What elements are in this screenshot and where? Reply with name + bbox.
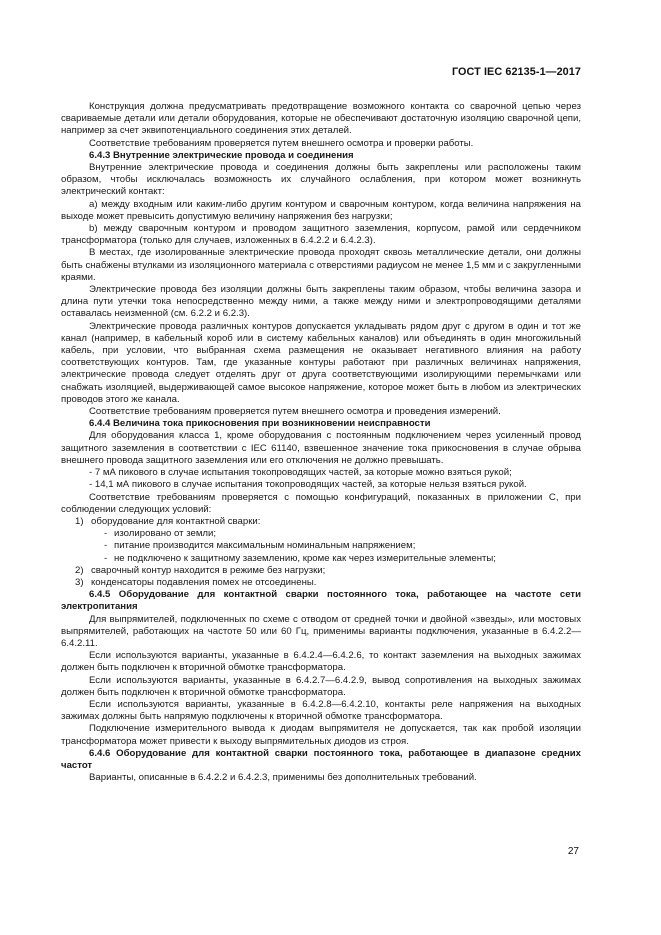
list-text: конденсаторы подавления помех не отсоединены.: [91, 576, 317, 588]
list-text: питание производится максимальным номинальным напряжением;: [114, 540, 416, 552]
list-marker: 3): [75, 576, 84, 588]
paragraph: Если используются варианты, указанные в 6.4.2.8—6.4.2.10, контакты реле напряжения на выходных зажимах должны быть напрямую подключены к вторичной обмотке трансформатора.: [61, 698, 581, 723]
list-text: между сварочным контуром и проводом защитного заземления, корпусом, рамой или сердечником трансформатора (только для случаев, изложенных в 6.4.2.2 и 6.4.2.3).: [61, 223, 581, 247]
list-marker: 2): [75, 564, 84, 576]
paragraph: Электрические провода без изоляции должны быть закреплены таким образом, чтобы величина зазора и длина пути утечки тока непосредственно между ними, а также между ними и электропроводящими деталями оставалась неизменной (см. 6.2.2 и 6.2.3).: [61, 284, 581, 320]
section-heading-6-4-4: 6.4.4 Величина тока прикосновения при возникновении неисправности: [89, 418, 431, 430]
list-text: не подключено к защитному заземлению, кроме как через измерительные элементы;: [114, 552, 496, 564]
sub-dash-item: [61, 540, 581, 552]
numbered-item-1: [61, 516, 581, 528]
list-marker: b): [89, 223, 98, 235]
sub-dash-item: [61, 553, 581, 565]
paragraph: Варианты, описанные в 6.4.2.2 и 6.4.2.3, применимы без дополнительных требований.: [89, 772, 477, 784]
paragraph: Если используются варианты, указанные в 6.4.2.7—6.4.2.9, вывод сопротивления на выходных зажимах должен быть подключен к вторичной обмотке трансформатора.: [61, 674, 581, 698]
list-marker: 1): [75, 515, 84, 527]
list-item-b: [61, 223, 581, 247]
numbered-item-3: [61, 577, 581, 589]
paragraph: Подключение измерительного вывода к диодам выпрямителя не допускается, так как пробой изоляции трансформатора может привести к выходу выпрямительных диодов из строя.: [61, 723, 581, 747]
list-marker: a): [89, 198, 98, 210]
paragraph: Соответствие требованиям проверяется путем внешнего осмотра и проведения измерений.: [89, 406, 501, 418]
list-text: сварочный контур находится в режиме без нагрузки;: [91, 564, 326, 576]
dash-item: [61, 467, 581, 479]
list-marker: -: [104, 528, 108, 540]
page-body: [61, 101, 581, 784]
paragraph: Для выпрямителей, подключенных по схеме с отводом от средней точки и двойной «звезды», или мостовых выпрямителей, работающих на частоте 50 или 60 Гц, применимы варианты подключения, указанные в 6.4.2.2—6.4.2.11.: [61, 613, 581, 649]
list-marker: -: [104, 540, 108, 552]
paragraph: Для оборудования класса 1, кроме оборудования с постоянным подключением через усиленный провод защитного заземления в соответствии с IEC 61140, взвешенное значение тока прикосновения в случае обрыва внешнего провода защитного заземления или его отключения не должно превышать.: [61, 430, 581, 466]
paragraph: Конструкция должна предусматривать предотвращение возможного контакта со сварочной цепью через свариваемые детали или детали оборудования, которые не обеспечивают достаточную изоляцию сварочной цепи, например за счет эквипотенциального соединения этих деталей.: [61, 101, 581, 137]
section-heading-6-4-3: 6.4.3 Внутренние электрические провода и соединения: [89, 149, 354, 161]
section-heading-6-4-5: 6.4.5 Оборудование для контактной сварки постоянного тока, работающее на частоте сети электропитания: [61, 589, 581, 613]
dash-item: [61, 479, 581, 491]
list-text: изолировано от земли;: [114, 528, 217, 540]
sub-dash-item: [61, 528, 581, 540]
paragraph: Если используются варианты, указанные в 6.4.2.4—6.4.2.6, то контакт заземления на выходных зажимах должен быть подключен к вторичной обмотке трансформатора.: [61, 650, 581, 674]
numbered-item-2: [61, 565, 581, 577]
document-code-header: ГОСТ IEC 62135-1—2017: [451, 66, 581, 78]
list-item-a: [61, 199, 581, 223]
section-heading-6-4-6: 6.4.6 Оборудование для контактной сварки постоянного тока, работающее в диапазоне средних частот: [61, 747, 581, 771]
paragraph: В местах, где изолированные электрические провода проходят сквозь металлические детали, они должны быть снабжены втулками из изоляционного материала с отверстиями радиусом не менее 1,5 мм и с закругленными краями.: [61, 247, 581, 283]
paragraph: Соответствие требованиям проверяется путем внешнего осмотра и проверки работы.: [89, 137, 474, 149]
list-marker: -: [104, 552, 108, 564]
list-marker: -: [89, 467, 93, 479]
list-text: между входным или каким-либо другим контуром и сварочным контуром, когда величина напряжения на выходе может превысить допустимую величину напряжения без нагрузки;: [61, 198, 581, 222]
list-marker: -: [89, 479, 93, 491]
list-text: оборудование для контактной сварки:: [91, 515, 261, 527]
page-number: 27: [567, 846, 579, 857]
paragraph: Электрические провода различных контуров допускается укладывать рядом друг с другом в один и тот же канал (например, в кабельный короб или в систему кабельных каналов) или объединять в один многожильный кабель, при условии, что выбранная схема размещения не оказывает негативного влияния на работу соответствующих контуров. Там, где указанные контуры работают при различных величинах напряжения, электрические провода следует отделять друг от друга соответствующими изолирующими перемычками или снабжать изоляцией, выдерживающей самое высокое напряжение, которое может быть в любом из электрических проводов этого же канала.: [61, 320, 581, 405]
list-text: 14,1 мА пикового в случае испытания токопроводящих частей, за которые нельзя взяться рукой.: [94, 479, 527, 491]
paragraph: Соответствие требованиям проверяется с помощью конфигураций, показанных в приложении С, при соблюдении следующих условий:: [61, 491, 581, 515]
paragraph: Внутренние электрические провода и соединения должны быть закреплены или расположены таким образом, чтобы исключалась возможность их случайного ослабления, при котором может возникнуть электрический контакт:: [61, 162, 581, 198]
list-text: 7 мА пикового в случае испытания токопроводящих частей, за которые можно взяться рукой;: [94, 467, 512, 479]
